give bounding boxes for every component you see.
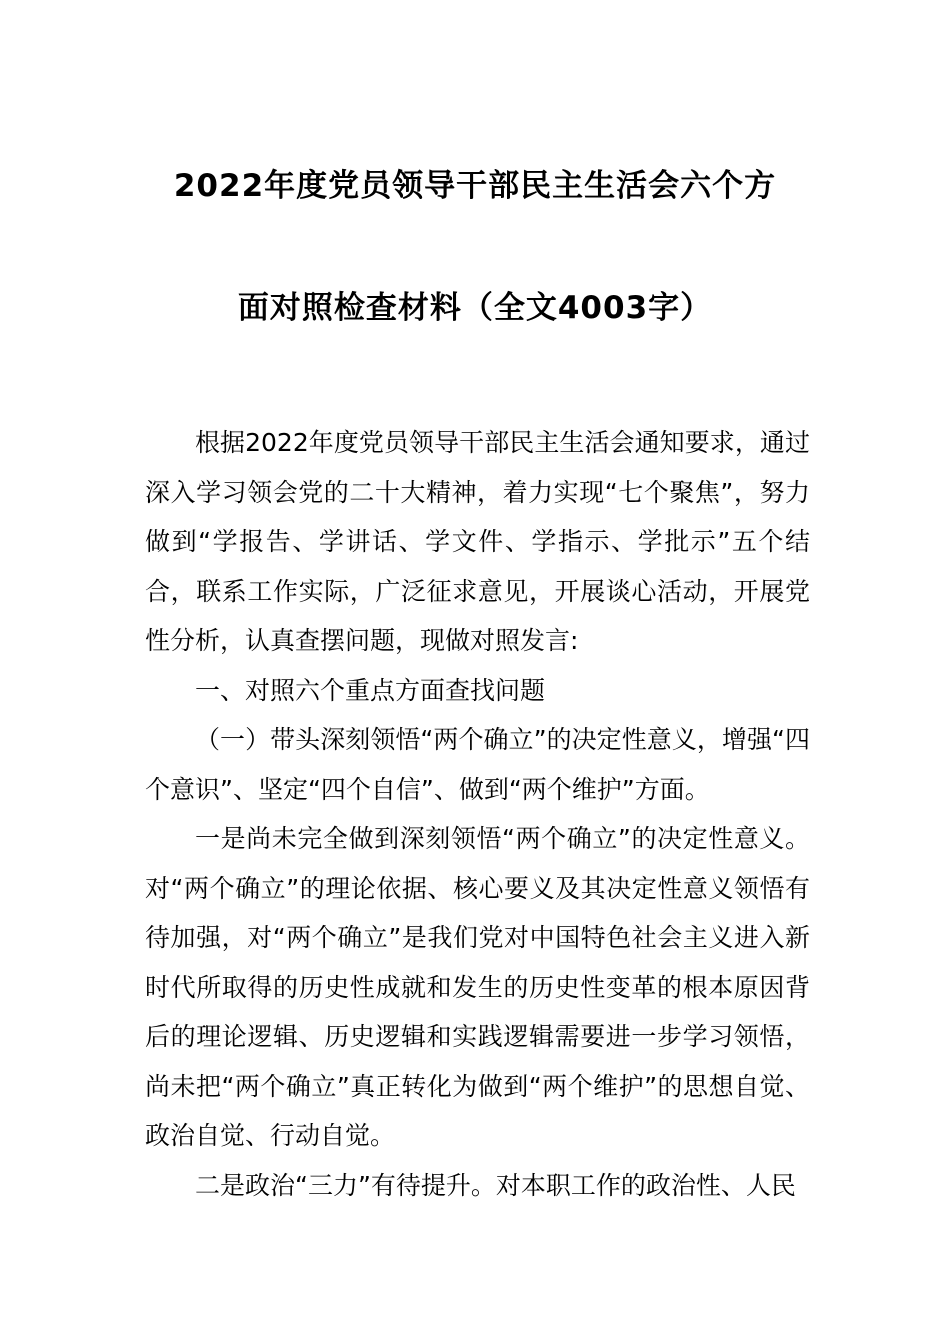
paragraph-point-2: 二是政治“三力”有待提升。对本职工作的政治性、人民 bbox=[195, 1170, 796, 1200]
subsection-heading-1: （一）带头深刻领悟“两个确立”的决定性意义，增强“四个意识”、坚定“四个自信”、做到“两个维护”方面。 bbox=[145, 725, 810, 804]
document-title-line-1: 2022年度党员领导干部民主生活会六个方 bbox=[173, 168, 777, 204]
document-title-line-2: 面对照检查材料（全文4003字） bbox=[237, 290, 713, 326]
section-heading-1: 一、对照六个重点方面查找问题 bbox=[195, 675, 546, 705]
paragraph-point-1: 一是尚未完全做到深刻领悟“两个确立”的决定性意义。对“两个确立”的理论依据、核心要义及其决定性意义领悟有待加强，对“两个确立”是我们党对中国特色社会主义进入新时代所取得的历史性成就和发生的历史性变革的根本原因背后的理论逻辑、历史逻辑和实践逻辑需要进一步学习领悟，尚未把“两个确立”真正转化为做到“两个维护”的思想自觉、政治自觉、行动自觉。 bbox=[145, 824, 810, 1150]
paragraph-intro: 根据2022年度党员领导干部民主生活会通知要求，通过深入学习领会党的二十大精神，着力实现“七个聚焦”，努力做到“学报告、学讲话、学文件、学指示、学批示”五个结合，联系工作实际，广泛征求意见，开展谈心活动，开展党性分析，认真查摆问题，现做对照发言: bbox=[145, 428, 810, 655]
document-body bbox=[145, 418, 810, 1210]
